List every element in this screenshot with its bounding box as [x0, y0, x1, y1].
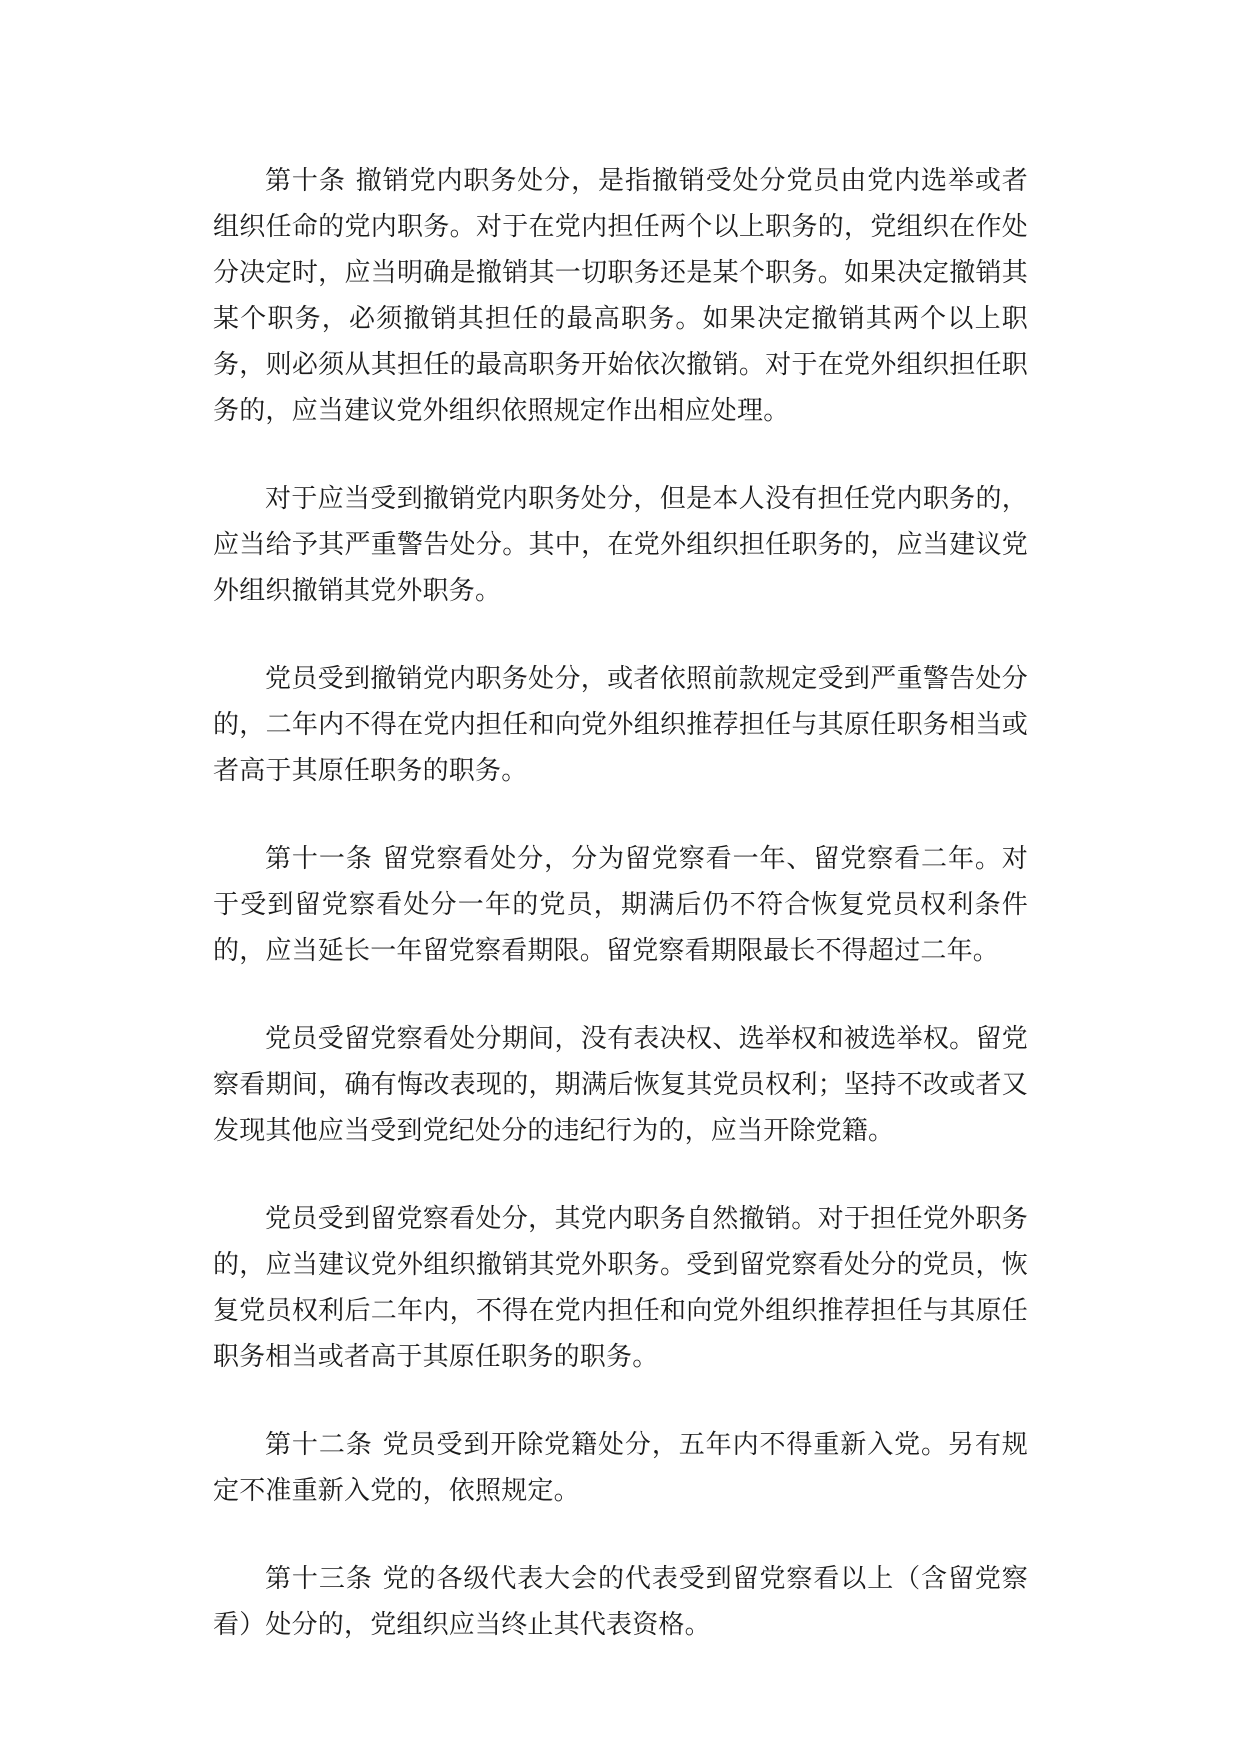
paragraph-article-10-clause-2	[213, 476, 1028, 614]
paragraph-article-11-clause-2	[213, 1016, 1028, 1154]
paragraph-text: 党的各级代表大会的代表受到留党察看以上（含留党察看）处分的，党组织应当终止其代表资格。	[213, 1564, 1028, 1640]
paragraph-text: 党员受留党察看处分期间，没有表决权、选举权和被选举权。留党察看期间，确有悔改表现的，期满后恢复其党员权利；坚持不改或者又发现其他应当受到党纪处分的违纪行为的，应当开除党籍。	[213, 1024, 1028, 1146]
paragraph-text: 对于应当受到撤销党内职务处分，但是本人没有担任党内职务的，应当给予其严重警告处分。其中，在党外组织担任职务的，应当建议党外组织撤销其党外职务。	[213, 484, 1028, 606]
article-number: 第十三条	[265, 1564, 373, 1594]
document-body	[213, 158, 1028, 1648]
paragraph-article-10-clause-3	[213, 656, 1028, 794]
article-number: 第十二条	[265, 1430, 373, 1460]
paragraph-article-10	[213, 158, 1028, 434]
paragraph-text: 党员受到留党察看处分，其党内职务自然撤销。对于担任党外职务的，应当建议党外组织撤销其党外职务。受到留党察看处分的党员，恢复党员权利后二年内，不得在党内担任和向党外组织推荐担任与其原任职务相当或者高于其原任职务的职务。	[213, 1204, 1028, 1372]
article-number: 第十条	[265, 166, 346, 196]
paragraph-text: 党员受到开除党籍处分，五年内不得重新入党。另有规定不准重新入党的，依照规定。	[213, 1430, 1028, 1506]
paragraph-article-12	[213, 1422, 1028, 1514]
paragraph-text: 党员受到撤销党内职务处分，或者依照前款规定受到严重警告处分的，二年内不得在党内担任和向党外组织推荐担任与其原任职务相当或者高于其原任职务的职务。	[213, 664, 1028, 786]
paragraph-article-13	[213, 1556, 1028, 1648]
article-number: 第十一条	[265, 844, 373, 874]
paragraph-text: 撤销党内职务处分，是指撤销受处分党员由党内选举或者组织任命的党内职务。对于在党内担任两个以上职务的，党组织在作处分决定时，应当明确是撤销其一切职务还是某个职务。如果决定撤销其某个职务，必须撤销其担任的最高职务。如果决定撤销其两个以上职务，则必须从其担任的最高职务开始依次撤销。对于在党外组织担任职务的，应当建议党外组织依照规定作出相应处理。	[213, 166, 1028, 426]
paragraph-article-11-clause-3	[213, 1196, 1028, 1380]
paragraph-article-11	[213, 836, 1028, 974]
paragraph-text: 留党察看处分，分为留党察看一年、留党察看二年。对于受到留党察看处分一年的党员，期满后仍不符合恢复党员权利条件的，应当延长一年留党察看期限。留党察看期限最长不得超过二年。	[213, 844, 1028, 966]
